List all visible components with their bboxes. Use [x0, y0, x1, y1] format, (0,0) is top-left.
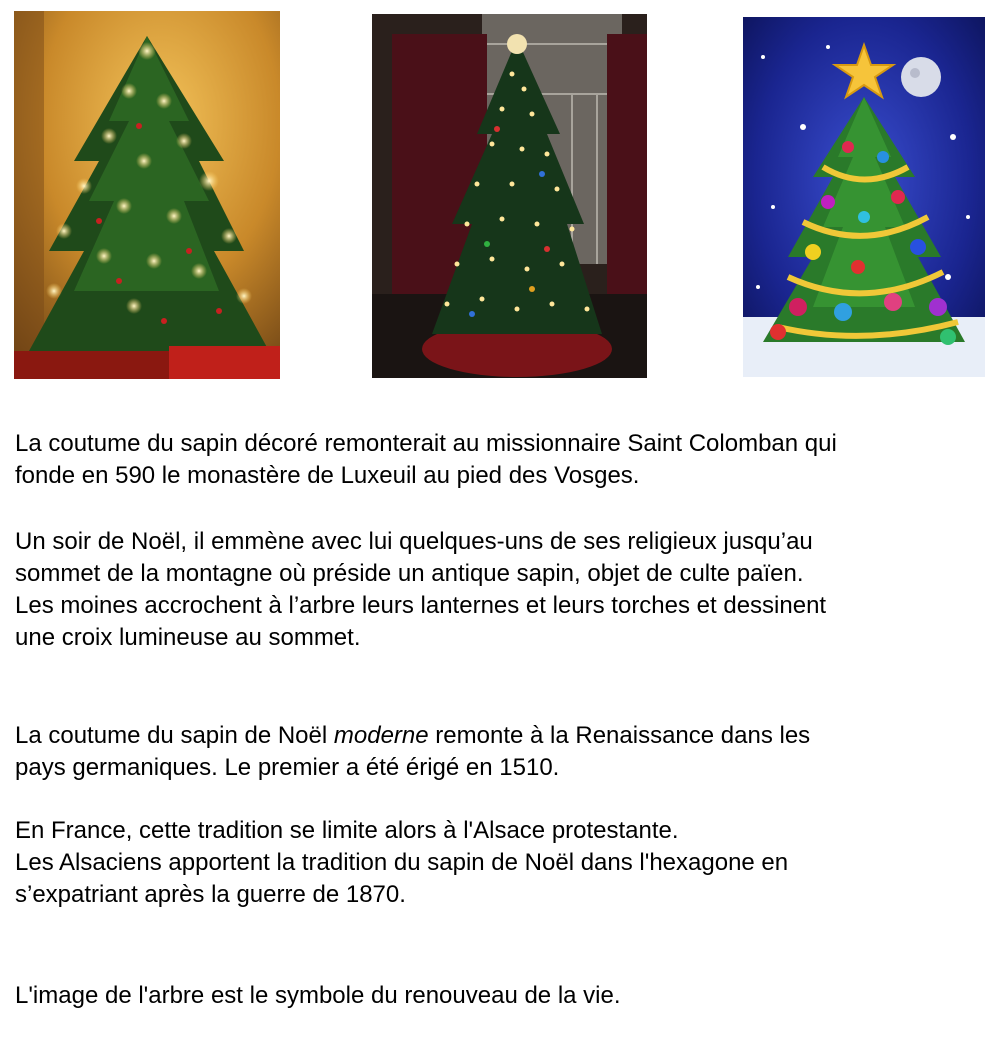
paragraph-christmas-night [15, 526, 990, 654]
text-segment: La coutume du sapin de Noël [15, 722, 334, 749]
emphasis-moderne: moderne [333, 722, 429, 749]
paragraph-symbol [15, 980, 990, 1012]
christmas-tree-by-window-photo [372, 14, 647, 378]
text-line: Les Alsaciens apportent la tradition du sapin de Noël dans l'hexagone en [15, 849, 789, 876]
text-line: une croix lumineuse au sommet. [15, 624, 361, 651]
paragraph-saint-colomban [15, 428, 990, 492]
text-line [15, 720, 990, 752]
text-line: L'image de l'arbre est le symbole du renouveau de la vie. [15, 982, 621, 1009]
text-line: Les moines accrochent à l’arbre leurs lanternes et leurs torches et dessinent [15, 592, 827, 619]
illustrated-christmas-tree-with-star-and-moon [743, 17, 985, 377]
text-line: La coutume du sapin décoré remonterait au missionnaire Saint Colomban qui [15, 430, 837, 457]
text-segment: remonte à la Renaissance dans les [428, 722, 811, 749]
text-line: fonde en 590 le monastère de Luxeuil au pied des Vosges. [15, 462, 640, 489]
text-line: s’expatriant après la guerre de 1870. [15, 881, 406, 908]
text-line: pays germaniques. Le premier a été érigé en 1510. [15, 754, 560, 781]
paragraph-france-alsace [15, 815, 990, 911]
paragraph-modern-tree [15, 720, 990, 784]
text-line: Un soir de Noël, il emmène avec lui quelques-uns de ses religieux jusqu’au [15, 528, 813, 555]
text-line: En France, cette tradition se limite alors à l'Alsace protestante. [15, 817, 679, 844]
text-line: sommet de la montagne où préside un antique sapin, objet de culte païen. [15, 560, 804, 587]
candle-lit-christmas-tree-photo [14, 11, 280, 379]
